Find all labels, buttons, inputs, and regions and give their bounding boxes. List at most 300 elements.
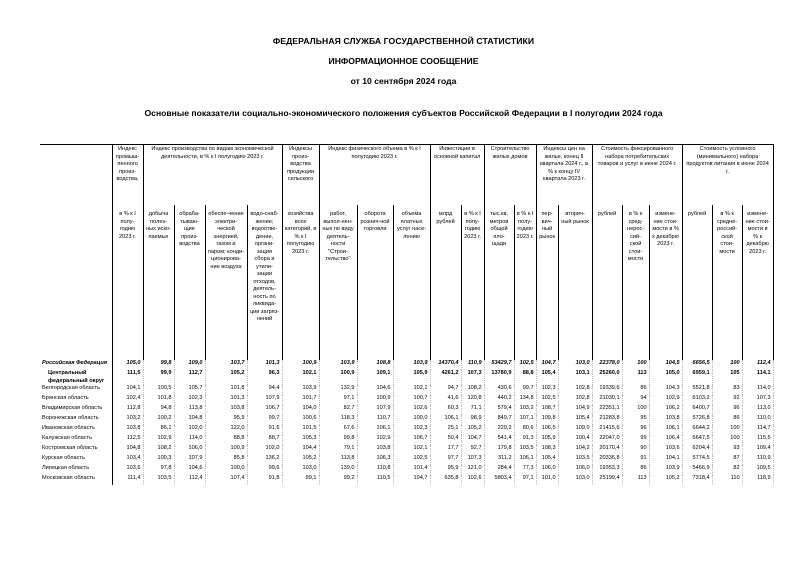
table-cell: 90 <box>622 445 649 455</box>
table-cell: 99,2 <box>319 475 357 485</box>
table-cell: 97,1 <box>319 395 357 405</box>
table-cell: 80,6 <box>514 425 536 435</box>
table-cell: 22351,1 <box>592 405 622 415</box>
table-cell: 102,3 <box>174 395 205 405</box>
table-cell: 71,1 <box>461 405 484 415</box>
group-header-consumer-basket: Стоимость фиксированного набора потребительских товаров и услуг в июне 2024 г. <box>592 145 682 206</box>
table-cell: 102,5 <box>536 395 558 405</box>
group-header-industrial: Индекс промыш-ленного произ-водства, <box>112 145 143 206</box>
subheader: объема платных услуг насе-лению <box>393 205 430 360</box>
table-cell: 104,1 <box>112 385 143 395</box>
table-cell: 25199,4 <box>592 475 622 485</box>
table-cell: 103,7 <box>205 360 247 370</box>
table-cell: 106,0 <box>558 465 592 475</box>
table-cell: 109,0 <box>558 425 592 435</box>
table-cell: 114,0 <box>742 385 773 395</box>
table-cell: 102,1 <box>393 445 430 455</box>
table-cell: 94,8 <box>143 405 174 415</box>
table-cell: 118,3 <box>319 415 357 425</box>
document-type: ИНФОРМАЦИОННОЕ СООБЩЕНИЕ <box>328 56 479 66</box>
subheader: измене-ние стои-мости в % к декабрю 2023 г. <box>742 205 773 360</box>
table-cell: 103,2 <box>112 415 143 425</box>
region-name: Российская Федерация <box>40 360 112 370</box>
table-cell: 115,5 <box>742 435 773 445</box>
table-cell: 105,7 <box>174 385 205 395</box>
table-cell: 102,6 <box>461 475 484 485</box>
table-cell: 99,9 <box>143 370 174 385</box>
table-cell: 106,7 <box>247 405 282 415</box>
table-cell: 100 <box>712 360 742 370</box>
table-cell: 100 <box>622 405 649 415</box>
table-cell: 430,6 <box>484 385 514 395</box>
table-cell: 5774,5 <box>682 455 712 465</box>
table-cell: 105,0 <box>649 370 682 385</box>
table-cell: 113,8 <box>319 455 357 465</box>
table-cell: 139,0 <box>319 465 357 475</box>
table-cell: 106,0 <box>174 445 205 455</box>
subheader: вторич-ный рынок <box>558 205 592 360</box>
table-cell: 99,8 <box>319 435 357 445</box>
table-cell: 88,7 <box>247 435 282 445</box>
table-cell: 102,8 <box>558 395 592 405</box>
table-cell: 86,1 <box>143 425 174 435</box>
table-cell: 88,8 <box>514 370 536 385</box>
table-cell: 94,4 <box>247 385 282 395</box>
table-cell: 5466,9 <box>682 465 712 475</box>
table-cell: 107,9 <box>247 395 282 405</box>
table-cell: 96,3 <box>247 370 282 385</box>
table-cell: 100,7 <box>393 395 430 405</box>
statistics-table <box>40 144 774 485</box>
subheader: добыча полез-ных иско-паемых <box>143 205 174 360</box>
region-name: Калужская область <box>40 435 112 445</box>
table-cell: 105,0 <box>112 360 143 370</box>
table-cell: 105,2 <box>205 370 247 385</box>
table-cell: 104,5 <box>649 360 682 370</box>
table-cell: 82,7 <box>319 405 357 415</box>
table-cell: 100,2 <box>143 415 174 425</box>
subheader: тыс.кв. метров общей пло-щади <box>484 205 514 360</box>
table-cell: 21415,6 <box>592 425 622 435</box>
table-cell: 110,9 <box>461 360 484 370</box>
table-cell: 107,9 <box>357 405 393 415</box>
table-cell: 110,8 <box>357 465 393 475</box>
table-cell: 25,1 <box>430 425 461 435</box>
table-cell: 79,1 <box>319 445 357 455</box>
table-cell: 105,9 <box>536 435 558 445</box>
table-cell: 103,0 <box>282 465 319 475</box>
table-cell: 105 <box>712 370 742 385</box>
table-cell: 14370,4 <box>430 360 461 370</box>
region-name: Воронежская область <box>40 415 112 425</box>
table-cell: 7318,4 <box>682 475 712 485</box>
table-cell: 114,0 <box>174 435 205 445</box>
table-cell: 113 <box>622 370 649 385</box>
region-name: Центральный федеральный округ <box>40 370 112 385</box>
table-cell: 104,4 <box>282 445 319 455</box>
table-cell: 82 <box>712 465 742 475</box>
table-cell: 104,9 <box>558 405 592 415</box>
table-cell: 5521,8 <box>682 385 712 395</box>
table-cell: 107,1 <box>514 415 536 425</box>
table-cell: 107,3 <box>742 395 773 405</box>
table-cell: 112,7 <box>174 370 205 385</box>
table-cell: 101,3 <box>247 360 282 370</box>
table-cell: 25260,0 <box>592 370 622 385</box>
group-header-activities: Индекс производства по видам экономической деятельности, в % к I полугодию 2023 г. <box>143 145 282 206</box>
table-cell: 106,0 <box>536 465 558 475</box>
table-cell: 120,8 <box>461 395 484 405</box>
table-cell: 100 <box>622 360 649 370</box>
table-cell: 103,8 <box>112 425 143 435</box>
table-row <box>40 425 773 435</box>
table-cell: 118,9 <box>742 475 773 485</box>
group-header-housing-prices: Индексы цен на жилье, конец II квартала 2024 г., в % к концу IV квартала 2023 г. <box>536 145 592 206</box>
subheader-row <box>40 205 773 360</box>
table-cell: 6644,2 <box>682 425 712 435</box>
table-cell: 105,4 <box>558 415 592 425</box>
table-cell: 102,9 <box>143 435 174 445</box>
document-title: Основные показатели социально-экономического положения субъектов Российской Федерации в I полугодии 2024 года <box>144 108 663 118</box>
table-cell: 579,4 <box>484 405 514 415</box>
table-row <box>40 405 773 415</box>
table-cell: 114,1 <box>742 370 773 385</box>
subheader: работ, выпол-нен-ных по виду деятель-ности "Строи-тельство" <box>319 205 357 360</box>
table-cell: 6103,2 <box>682 395 712 405</box>
subheader: обраба-тываю-щие произ-водства <box>174 205 205 360</box>
table-cell: 284,4 <box>484 465 514 475</box>
table-cell: 111,5 <box>112 370 143 385</box>
table-cell: 21030,1 <box>592 395 622 405</box>
table-cell: 95 <box>622 415 649 425</box>
table-cell: 229,2 <box>484 425 514 435</box>
table-cell: 100,6 <box>282 415 319 425</box>
table-cell: 92 <box>712 395 742 405</box>
table-cell: 100,9 <box>319 370 357 385</box>
table-cell: 103,9 <box>282 385 319 395</box>
table-cell: 97,8 <box>143 465 174 475</box>
table-cell: 91,3 <box>514 435 536 445</box>
table-cell: 103,8 <box>205 405 247 415</box>
table-cell: 105,2 <box>461 425 484 435</box>
table-cell: 102,1 <box>393 385 430 395</box>
subheader: измене-ние стои-мости в % к декабрю 2023 г. <box>649 205 682 360</box>
table-cell: 103,5 <box>558 455 592 465</box>
subheader: млрд рублей <box>430 205 461 360</box>
table-cell: 107,3 <box>461 370 484 385</box>
table-cell: 106,4 <box>649 435 682 445</box>
table-cell: 114,7 <box>742 425 773 435</box>
table-cell: 91,6 <box>247 425 282 435</box>
table-cell: 99,1 <box>282 475 319 485</box>
table-cell: 121,0 <box>461 465 484 475</box>
table-cell: 102,8 <box>558 385 592 395</box>
subheader: в % к сред-нерос-сий-ской стои-мости <box>622 205 649 360</box>
table-cell: 105,4 <box>536 455 558 465</box>
table-row <box>40 395 773 405</box>
table-cell: 103,5 <box>514 445 536 455</box>
group-header-investment: Инвестиции в основной капитал <box>430 145 484 206</box>
table-cell: 113,0 <box>742 405 773 415</box>
table-cell: 103,2 <box>514 405 536 415</box>
subheader: оборота рознич-ной торговли <box>357 205 393 360</box>
table-cell: 102,0 <box>174 425 205 435</box>
table-cell: 104,7 <box>393 475 430 485</box>
table-cell: 102,0 <box>247 445 282 455</box>
table-cell: 98,9 <box>461 415 484 425</box>
table-cell: 103,4 <box>112 455 143 465</box>
group-header-agriculture: Индексы произ-водства продукции сельского <box>282 145 319 206</box>
table-cell: 95,9 <box>430 465 461 475</box>
table-row <box>40 385 773 395</box>
table-body <box>40 360 773 485</box>
table-cell: 92,7 <box>461 445 484 455</box>
table-cell: 112,4 <box>174 475 205 485</box>
table-cell: 19353,3 <box>592 465 622 475</box>
table-cell: 99,8 <box>143 360 174 370</box>
table-cell: 108,7 <box>536 405 558 415</box>
table-cell: 635,8 <box>430 475 461 485</box>
table-cell: 100,9 <box>357 395 393 405</box>
table-cell: 106,5 <box>536 425 558 435</box>
table-cell: 100,9 <box>282 360 319 370</box>
table-cell: 101,5 <box>282 425 319 435</box>
table-cell: 100 <box>712 425 742 435</box>
table-cell: 99,6 <box>247 465 282 475</box>
table-cell: 107,4 <box>205 475 247 485</box>
table-cell: 96 <box>622 425 649 435</box>
group-header-food-basket: Стоимость условного (минимального) набора продуктов питания в июне 2024 г. <box>682 145 773 206</box>
subheader: в % к I полу-годию 2023 г. <box>112 205 143 360</box>
table-cell: 104,1 <box>649 455 682 465</box>
table-cell: 102,5 <box>514 360 536 370</box>
table-cell: 102,6 <box>393 405 430 415</box>
subheader: в % к I полу-годию 2023 г. <box>514 205 536 360</box>
table-cell: 105,9 <box>393 370 430 385</box>
table-cell: 103,9 <box>649 465 682 475</box>
table-cell: 101,8 <box>205 385 247 395</box>
region-name: Липецкая область <box>40 465 112 475</box>
table-cell: 87 <box>712 455 742 465</box>
table-cell: 100,3 <box>143 455 174 465</box>
table-cell: 108,2 <box>143 445 174 455</box>
table-cell: 109,5 <box>742 465 773 475</box>
subheader: водо-снаб-жение; водоотве-дение, органи-зация сбора и утили-зации отходов, деятель-ность по ликвида-ции загряз-нений <box>247 205 282 360</box>
table-cell: 5726,8 <box>682 415 712 425</box>
table-cell: 541,4 <box>484 435 514 445</box>
table-cell: 102,9 <box>357 435 393 445</box>
table-cell: 60,3 <box>430 405 461 415</box>
table-cell: 105,2 <box>282 455 319 465</box>
table-cell: 86 <box>622 385 649 395</box>
table-cell: 108,8 <box>357 360 393 370</box>
table-row <box>40 475 773 485</box>
table-cell: 110,9 <box>742 455 773 465</box>
table-cell: 101,3 <box>205 395 247 405</box>
region-name: Костромская область <box>40 445 112 455</box>
table-cell: 134,8 <box>514 395 536 405</box>
table-cell: 101,7 <box>282 395 319 405</box>
table-cell: 107,3 <box>461 455 484 465</box>
table-cell: 101,0 <box>536 475 558 485</box>
subheader: обеспе-чение электри-ческой энергией, газом и паром; конди-ционирова-ние воздуха <box>205 205 247 360</box>
table-cell: 22047,0 <box>592 435 622 445</box>
table-cell: 100,0 <box>205 465 247 475</box>
table-cell: 112,5 <box>112 435 143 445</box>
table-cell: 104,7 <box>536 360 558 370</box>
table-cell: 109,1 <box>357 370 393 385</box>
group-header-row <box>40 145 773 206</box>
group-header-physical-volume: Индекс физического объема в % к I полугодию 2023 г. <box>319 145 430 206</box>
subheader: рублей <box>682 205 712 360</box>
table-cell: 108,2 <box>461 385 484 395</box>
table-cell: 100,5 <box>143 385 174 395</box>
table-cell: 94,7 <box>430 385 461 395</box>
table-cell: 104,6 <box>174 465 205 475</box>
table-cell: 106,1 <box>514 455 536 465</box>
region-column-header <box>40 145 112 361</box>
table-cell: 107,9 <box>174 455 205 465</box>
table-cell: 91 <box>622 455 649 465</box>
table-cell: 53429,7 <box>484 360 514 370</box>
table-cell: 113,8 <box>174 405 205 415</box>
table-cell: 113 <box>622 475 649 485</box>
table-cell: 13780,9 <box>484 370 514 385</box>
table-cell: 99 <box>622 435 649 445</box>
table-cell: 122,0 <box>205 425 247 435</box>
table-cell: 100,9 <box>205 445 247 455</box>
table-cell: 108,3 <box>536 445 558 455</box>
table-cell: 110,0 <box>742 415 773 425</box>
table-cell: 105,4 <box>536 370 558 385</box>
table-row <box>40 360 773 370</box>
table-cell: 110,7 <box>357 415 393 425</box>
table-cell: 102,4 <box>112 395 143 405</box>
table-cell: 109,4 <box>742 445 773 455</box>
table-row <box>40 435 773 445</box>
table-cell: 101,8 <box>143 395 174 405</box>
table-cell: 106,1 <box>357 425 393 435</box>
table-cell: 112,8 <box>112 405 143 415</box>
table-cell: 41,6 <box>430 395 461 405</box>
table-cell: 103,1 <box>558 370 592 385</box>
table-cell: 103,0 <box>558 360 592 370</box>
table-cell: 106,2 <box>649 405 682 415</box>
table-cell: 109,8 <box>536 415 558 425</box>
table-cell: 91,8 <box>247 475 282 485</box>
table-cell: 86 <box>712 415 742 425</box>
region-name: Брянская область <box>40 395 112 405</box>
table-cell: 103,5 <box>143 475 174 485</box>
table-cell: 17,7 <box>430 445 461 455</box>
table-cell: 6400,7 <box>682 405 712 415</box>
table-cell: 103,6 <box>112 465 143 475</box>
table-cell: 103,6 <box>649 445 682 455</box>
table-cell: 96 <box>712 405 742 415</box>
table-cell: 849,7 <box>484 415 514 425</box>
table-cell: 110,5 <box>357 475 393 485</box>
table-cell: 440,2 <box>484 395 514 405</box>
table-cell: 105,3 <box>282 435 319 445</box>
group-header-housing: Строительство жилых домов <box>484 145 536 206</box>
table-cell: 102,1 <box>282 370 319 385</box>
subheader: в % к средне-россий-ской стои-мости <box>712 205 742 360</box>
table-cell: 104,0 <box>282 405 319 415</box>
table-cell: 21283,8 <box>592 415 622 425</box>
subheader: пер-вич-ный рынок <box>536 205 558 360</box>
table-cell: 99,7 <box>514 385 536 395</box>
table-cell: 86 <box>622 465 649 475</box>
subheader: в % к I полу-годию 2023 г. <box>461 205 484 360</box>
region-name: Белгородская область <box>40 385 112 395</box>
table-cell: 77,3 <box>514 465 536 475</box>
table-cell: 102,5 <box>393 455 430 465</box>
table-cell: 50,4 <box>430 435 461 445</box>
table-cell: 106,3 <box>357 455 393 465</box>
table-cell: 105,2 <box>649 475 682 485</box>
region-name: Владимирская область <box>40 405 112 415</box>
table-cell: 311,2 <box>484 455 514 465</box>
table-cell: 106,1 <box>649 425 682 435</box>
table-cell: 104,7 <box>461 435 484 445</box>
region-name: Ивановская область <box>40 425 112 435</box>
table-row <box>40 445 773 455</box>
table-cell: 103,9 <box>393 360 430 370</box>
region-name: Курская область <box>40 455 112 465</box>
document-date: от 10 сентября 2024 года <box>350 76 457 86</box>
table-cell: 106,1 <box>430 415 461 425</box>
table-cell: 104,8 <box>112 445 143 455</box>
table-cell: 22378,0 <box>592 360 622 370</box>
table-cell: 100 <box>712 435 742 445</box>
table-row <box>40 465 773 475</box>
table-cell: 103,8 <box>357 445 393 455</box>
table-cell: 6959,1 <box>682 370 712 385</box>
table-cell: 104,3 <box>649 385 682 395</box>
table-cell: 112,4 <box>742 360 773 370</box>
table-cell: 109,0 <box>174 360 205 370</box>
table-cell: 4261,2 <box>430 370 461 385</box>
table-cell: 102,3 <box>393 425 430 435</box>
table-cell: 102,3 <box>536 385 558 395</box>
table-cell: 6647,5 <box>682 435 712 445</box>
table-cell: 95,9 <box>205 415 247 425</box>
table-cell: 111,4 <box>112 475 143 485</box>
table-cell: 6204,4 <box>682 445 712 455</box>
table-cell: 99,7 <box>247 415 282 425</box>
table-cell: 20170,4 <box>592 445 622 455</box>
table-cell: 85,8 <box>205 455 247 465</box>
table-cell: 110 <box>712 475 742 485</box>
table-row <box>40 415 773 425</box>
table-cell: 83 <box>712 385 742 395</box>
table-row <box>40 370 773 385</box>
table-cell: 132,9 <box>319 385 357 395</box>
region-name: Московская область <box>40 475 112 485</box>
table-cell: 103,8 <box>649 415 682 425</box>
table-cell: 100,0 <box>393 415 430 425</box>
table-cell: 102,9 <box>649 395 682 405</box>
table-cell: 97,7 <box>430 455 461 465</box>
subheader: хозяйства всех категорий, в % к I полугодию 2023 г. <box>282 205 319 360</box>
agency-name: ФЕДЕРАЛЬНАЯ СЛУЖБА ГОСУДАРСТВЕННОЙ СТАТИСТИКИ <box>272 36 535 46</box>
table-cell: 103,0 <box>558 475 592 485</box>
table-row <box>40 455 773 465</box>
table-cell: 93 <box>712 445 742 455</box>
table-cell: 20336,8 <box>592 455 622 465</box>
table-cell: 19339,6 <box>592 385 622 395</box>
table-cell: 104,6 <box>357 385 393 395</box>
